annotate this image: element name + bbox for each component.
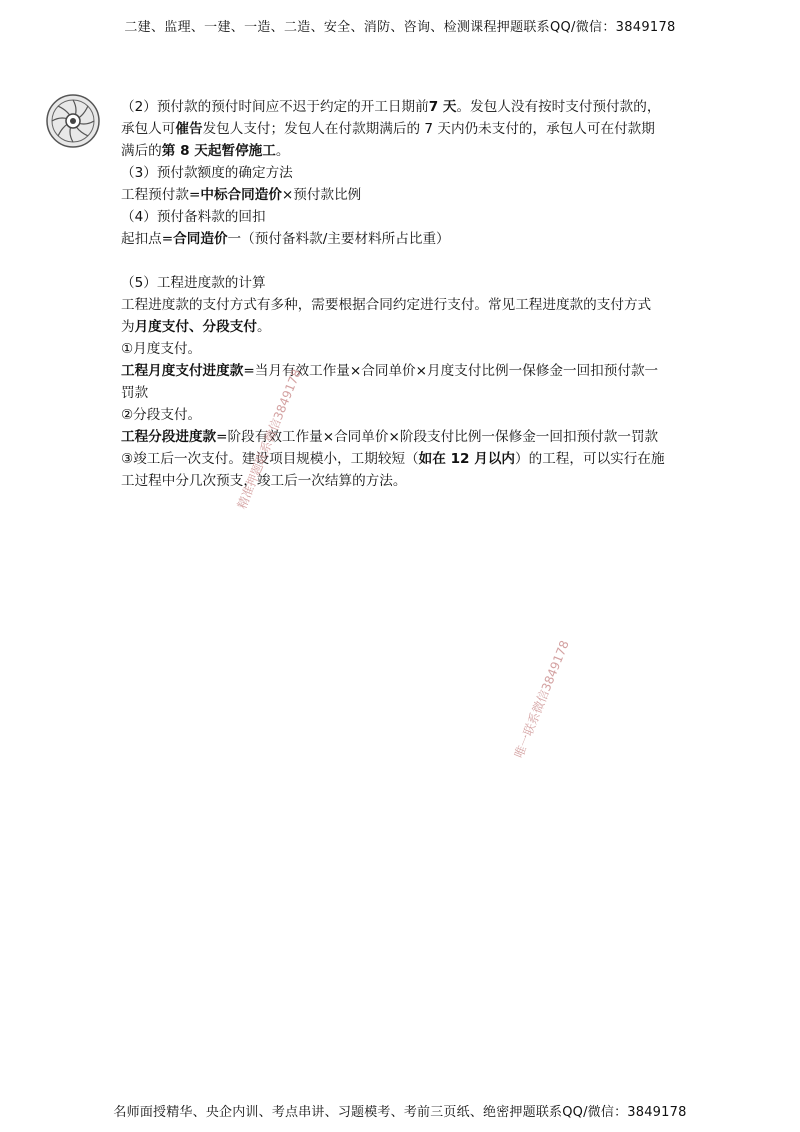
paragraph-line <box>121 316 691 338</box>
watermark-text: 唯一联系微信3849178 <box>511 638 572 760</box>
list-item: ①月度支付。 <box>121 341 202 357</box>
text-run: 。 <box>256 319 271 335</box>
text-run: 为 <box>121 319 135 335</box>
emblem-icon <box>46 94 100 148</box>
text-run: 一（预付备料款/主要材料所占比重） <box>227 231 450 247</box>
document-body <box>121 96 691 492</box>
formula-line <box>121 426 691 448</box>
bold-run: 7 天 <box>428 99 457 115</box>
watermark-text: 精准押题联系微信3849178 <box>234 367 304 511</box>
formula-line <box>121 184 691 206</box>
text-run: 发包人支付；发包人在付款期满后的 7 天内仍未支付的，承包人可在付款期 <box>202 121 655 137</box>
paragraph-line <box>121 140 691 162</box>
bold-run: 如在 12 月以内 <box>418 451 516 467</box>
text-run: =当月有效工作量×合同单价×月度支付比例一保修金一回扣预付款一 <box>243 363 659 379</box>
bold-run: 催告 <box>175 121 203 137</box>
section-heading: （4）预付备料款的回扣 <box>121 209 266 225</box>
bold-run: 工程分段进度款 <box>121 429 217 445</box>
spacer <box>121 250 691 272</box>
list-item <box>121 448 691 470</box>
bold-run: 工程月度支付进度款 <box>121 363 244 379</box>
formula-line <box>121 360 691 382</box>
paragraph-line: 工程进度款的支付方式有多种，需要根据合同约定进行支付。常见工程进度款的支付方式 <box>121 297 652 313</box>
bold-run: 合同造价 <box>173 231 228 247</box>
text-run: 承包人可 <box>121 121 176 137</box>
page-footer: 名师面授精华、央企内训、考点串讲、习题模考、考前三页纸、绝密押题联系QQ/微信：3849178 <box>113 1105 687 1120</box>
formula-line <box>121 228 691 250</box>
bold-run: 中标合同造价 <box>200 187 282 203</box>
text-run: 起扣点= <box>121 231 174 247</box>
paragraph-line: 罚款 <box>121 385 149 401</box>
text-run: 。发包人没有按时支付预付款的， <box>456 99 661 115</box>
text-run: =阶段有效工作量×合同单价×阶段支付比例一保修金一回扣预付款一罚款 <box>216 429 659 445</box>
paragraph-advance-timing <box>121 96 691 118</box>
text-run: （2）预付款的预付时间应不迟于约定的开工日期前 <box>121 99 429 115</box>
text-run: 满后的 <box>121 143 162 159</box>
bold-run: 第 8 天起暂停施工 <box>161 143 276 159</box>
text-run: 。 <box>275 143 290 159</box>
text-run: 工程预付款= <box>121 187 201 203</box>
paragraph-line <box>121 118 691 140</box>
text-run: ）的工程，可以实行在施 <box>515 451 665 467</box>
bold-run: 月度支付、分段支付 <box>134 319 257 335</box>
list-item: ②分段支付。 <box>121 407 202 423</box>
page-header: 二建、监理、一建、一造、二造、安全、消防、咨询、检测课程押题联系QQ/微信：3849178 <box>124 20 676 35</box>
section-heading: （5）工程进度款的计算 <box>121 275 266 291</box>
section-heading: （3）预付款额度的确定方法 <box>121 165 293 181</box>
text-run: ×预付款比例 <box>281 187 362 203</box>
text-run: ③竣工后一次支付。建设项目规模小，工期较短（ <box>121 451 419 467</box>
paragraph-line: 工过程中分几次预支，竣工后一次结算的方法。 <box>121 473 407 489</box>
